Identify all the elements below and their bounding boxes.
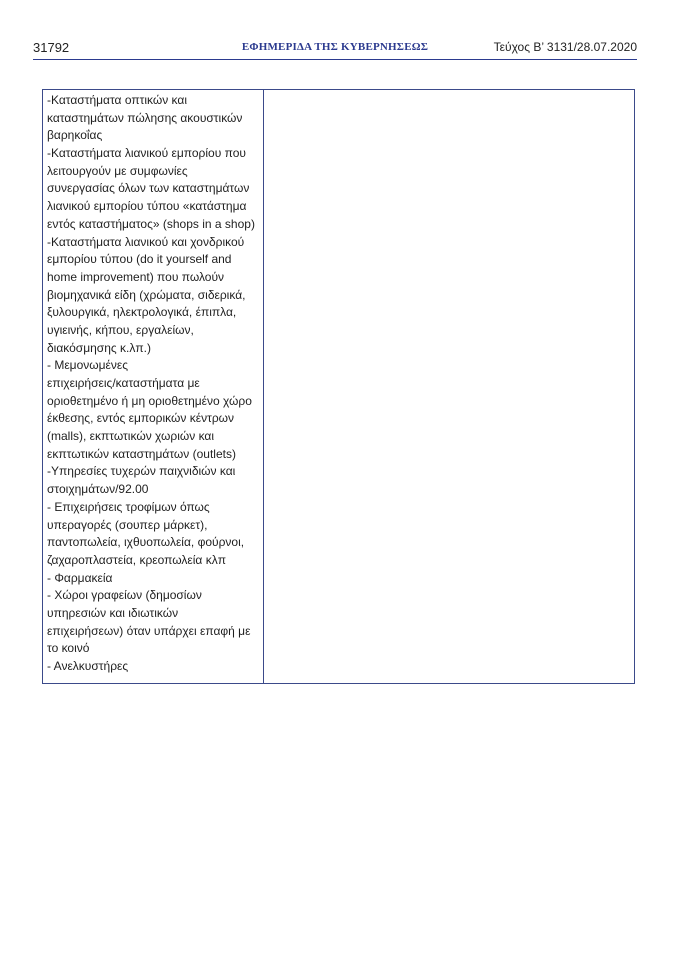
list-line: -Καταστήματα οπτικών και (47, 93, 188, 107)
list-line: στοιχημάτων/92.00 (47, 482, 149, 497)
page-header (33, 40, 637, 58)
list-line: ξυλουργικά, ηλεκτρολογικά, έπιπλα, (47, 305, 237, 320)
list-line: το κοινό (47, 641, 90, 656)
gazette-title: ΕΦΗΜΕΡΙΔΑ ΤΗΣ ΚΥΒΕΡΝΗΣΕΩΣ (241, 41, 429, 53)
empty-cell (264, 90, 635, 684)
list-line: -Καταστήματα λιανικού εμπορίου που (47, 146, 246, 161)
list-line: (malls), εκπτωτικών χωριών και (47, 429, 215, 444)
list-line: βιομηχανικά είδη (χρώματα, σιδερικά, (47, 287, 246, 302)
list-line: home improvement) που πωλούν (47, 269, 225, 284)
list-line: εμπορίου τύπου (do it yourself and (47, 252, 232, 267)
list-line: διακόσμησης κ.λπ.) (47, 340, 151, 355)
list-line: έκθεσης, εντός εμπορικών κέντρων (47, 411, 235, 426)
list-line: καταστημάτων πώλησης ακουστικών (47, 110, 243, 125)
list-line: επιχειρήσεις/καταστήματα με (47, 376, 200, 390)
list-line: λειτουργούν με συμφωνίες (47, 163, 188, 178)
list-line: - Φαρμακεία (47, 570, 113, 585)
list-line: εντός καταστήματος» (shops in a shop) (47, 216, 255, 231)
list-line: βαρηκοΐας (47, 128, 103, 143)
list-line: λιανικού εμπορίου τύπου «κατάστημα (47, 199, 247, 214)
list-line: εκπτωτικών καταστημάτων (outlets) (47, 446, 236, 461)
list-line: ζαχαροπλαστεία, κρεοπωλεία κλπ (47, 552, 226, 567)
list-line: -Υπηρεσίες τυχερών παιχνιδιών και (47, 464, 236, 479)
list-line: - Μεμονωμένες (47, 358, 129, 373)
measures-table (42, 89, 635, 684)
list-line: συνεργασίας όλων των καταστημάτων (47, 181, 250, 196)
list-line: υπεραγορές (σουπερ μάρκετ), (47, 517, 208, 532)
list-line: υγιεινής, κήπου, εργαλείων, (47, 322, 194, 337)
list-line: - Ανελκυστήρες (47, 659, 129, 673)
list-line: οριοθετημένο ή μη οριοθετημένο χώρο (47, 393, 252, 408)
list-line: παντοπωλεία, ιχθυοπωλεία, φούρνοι, (47, 535, 245, 550)
list-line: επιχειρήσεων) όταν υπάρχει επαφή με (47, 623, 251, 638)
issue-reference: Τεύχος Β’ 3131/28.07.2020 (493, 40, 637, 54)
table-row (43, 90, 635, 684)
page-number: 31792 (33, 40, 70, 55)
list-line: υπηρεσιών και ιδιωτικών (47, 605, 179, 620)
business-list (43, 90, 263, 676)
header-rule (33, 59, 637, 60)
business-list-cell (43, 90, 264, 684)
list-line: - Επιχειρήσεις τροφίμων όπως (47, 499, 210, 514)
list-line: - Χώροι γραφείων (δημοσίων (47, 588, 202, 603)
list-line: -Καταστήματα λιανικού και χονδρικού (47, 234, 245, 249)
